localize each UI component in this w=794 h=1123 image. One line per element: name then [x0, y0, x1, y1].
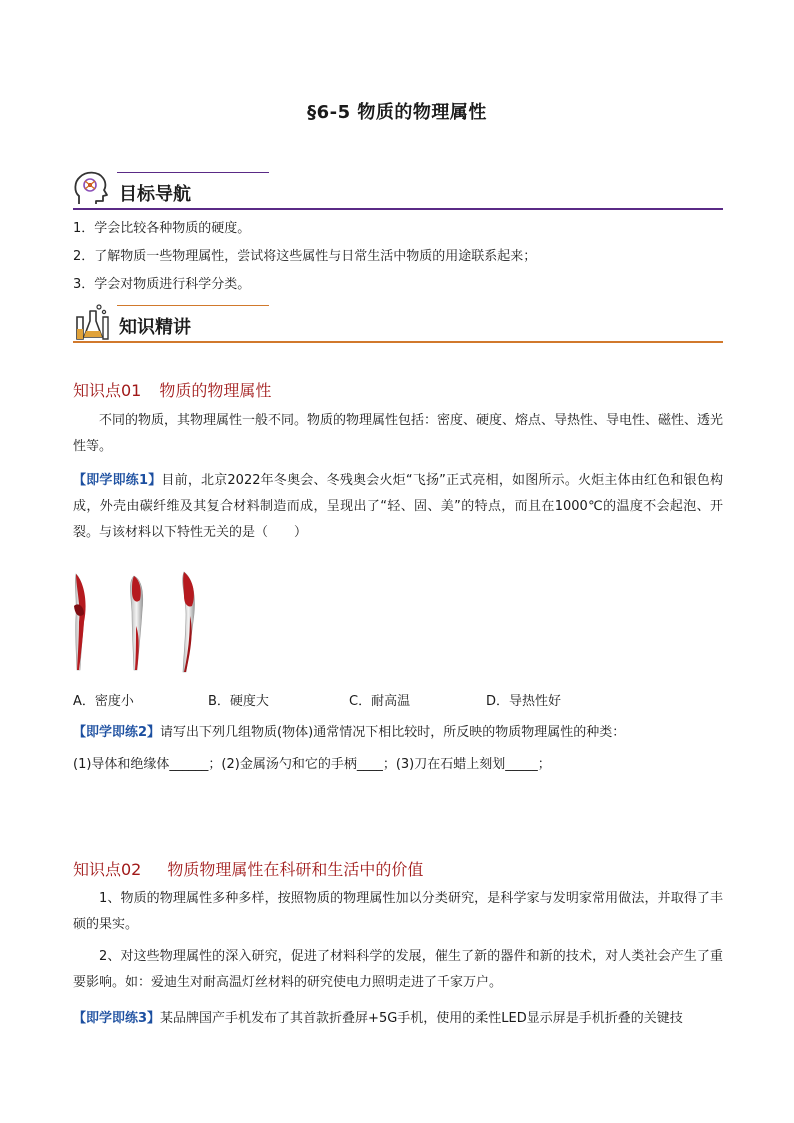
- lab-flask-icon: [73, 303, 109, 341]
- exercise-3-text: 某品牌国产手机发布了其首款折叠屏+5G手机，使用的柔性LED显示屏是手机折叠的关键技: [160, 1011, 683, 1026]
- section-goal-label: 目标导航: [119, 184, 191, 205]
- torch-view-3: [183, 572, 195, 672]
- kp2-title: 物质物理属性在科研和生活中的价值: [167, 860, 424, 879]
- goal-item-3: 3．学会对物质进行科学分类。: [73, 277, 251, 292]
- kp1-number: 知识点01: [73, 381, 142, 400]
- exercise-1-tag: 【即学即练1】: [73, 473, 162, 488]
- kp2-paragraph-1: 1、物质的物理属性多种多样，按照物质的物理属性加以分类研究，是科学家与发明家常用做法，并取得了丰硕的果实。: [73, 891, 723, 932]
- section-goal-rule: [73, 208, 723, 210]
- kp2-heading: [73, 857, 441, 880]
- kp2-paragraph-2: 2、对这些物理属性的深入研究，促进了材料科学的发展，催生了新的器件和新的技术，对人类社会产生了重要影响。如：爱迪生对耐高温灯丝材料的研究使电力照明走进了千家万户。: [73, 949, 723, 990]
- torch-view-1: [74, 574, 86, 670]
- exercise-2-blanks: (1)导体和绝缘体______；(2)金属汤勺和它的手柄____；(3)刀在石蜡上刻划_____；: [73, 757, 551, 772]
- kp2-number: 知识点02: [73, 860, 142, 879]
- section-knowledge-rule: [73, 341, 723, 343]
- kp1-heading: [73, 378, 289, 401]
- option-a[interactable]: A．密度小: [73, 694, 134, 709]
- exercise-1-text: 目前，北京2022年冬奥会、冬残奥会火炬“飞扬”正式亮相，如图所示。火炬主体由红色和银色构成，外壳由碳纤维及其复合材料制造而成，呈现出了“轻、固、美”的特点，而且在1000℃的温度不会起泡、开裂。与该材料以下特性无关的是（ ）: [73, 473, 723, 540]
- option-d[interactable]: D．导热性好: [486, 694, 562, 709]
- option-b[interactable]: B．硬度大: [208, 694, 269, 709]
- torch-view-2: [130, 576, 142, 670]
- exercise-3: [73, 1006, 723, 1032]
- section-knowledge-label: 知识精讲: [119, 317, 191, 338]
- goal-item-1: 1．学会比较各种物质的硬度。: [73, 221, 251, 236]
- exercise-3-tag: 【即学即练3】: [73, 1011, 161, 1026]
- olympic-torch-image: [62, 566, 222, 676]
- kp1-body: 不同的物质，其物理属性一般不同。物质的物理属性包括：密度、硬度、熔点、导热性、导电性、磁性、透光性等。: [73, 413, 724, 454]
- kp1-title: 物质的物理属性: [159, 381, 272, 400]
- option-c[interactable]: C．耐高温: [349, 694, 411, 709]
- exercise-2-tag: 【即学即练2】: [73, 725, 161, 740]
- section-goal-header: [73, 170, 723, 214]
- section-knowledge-header: [73, 303, 723, 347]
- exercise-1: [73, 468, 723, 546]
- section-goal-topline: [117, 172, 269, 173]
- goal-item-2: 2．了解物质一些物理属性，尝试将这些属性与日常生活中物质的用途联系起来；: [73, 249, 537, 264]
- brain-head-icon: [73, 170, 109, 208]
- exercise-2-text: 请写出下列几组物质(物体)通常情况下相比较时，所反映的物质物理属性的种类：: [160, 725, 626, 740]
- exercise-2: [73, 720, 723, 746]
- section-knowledge-topline: [117, 305, 269, 306]
- exercise-1-options: [73, 690, 723, 712]
- page-title: §6-5 物质的物理属性: [307, 102, 487, 123]
